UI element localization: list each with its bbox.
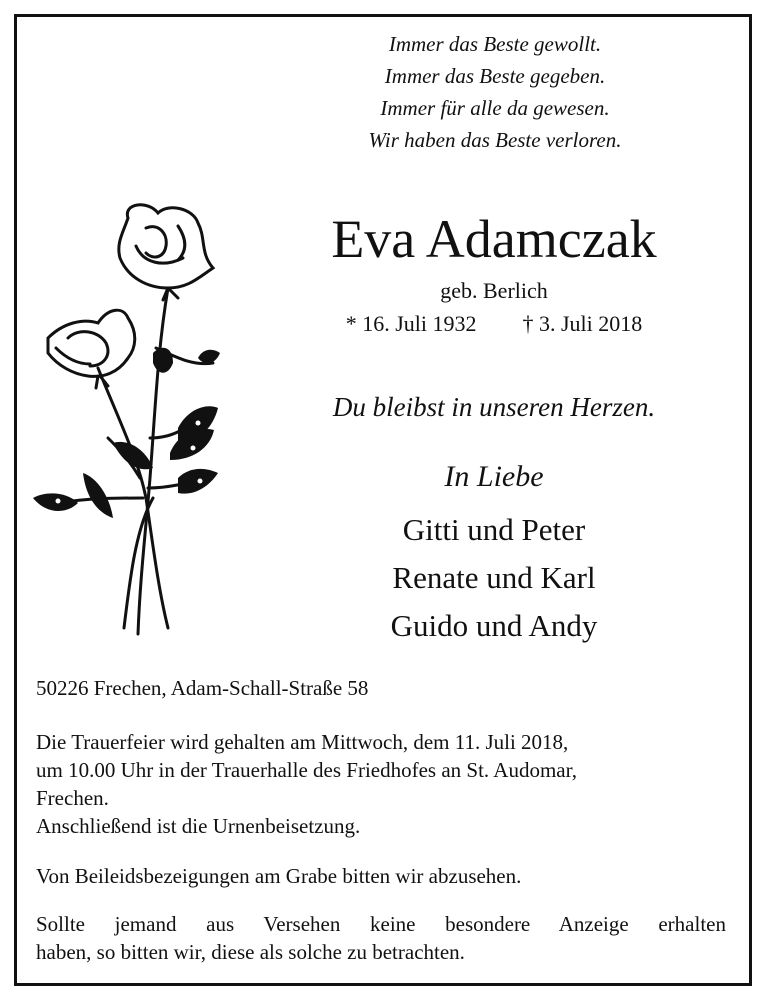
condolence-note: Von Beileidsbezeigungen am Grabe bitten wir abzusehen. bbox=[36, 864, 522, 888]
service-line: um 10.00 Uhr in der Trauerhalle des Friedhofes an St. Audomar, bbox=[36, 758, 577, 782]
life-dates bbox=[260, 311, 728, 337]
poem bbox=[300, 28, 690, 156]
service-line: Anschließend ist die Urnenbeisetzung. bbox=[36, 814, 361, 838]
mourner-line: Guido und Andy bbox=[390, 608, 598, 643]
love-line: In Liebe bbox=[444, 460, 544, 493]
notice-line: Sollte jemand aus Versehen keine besondere Anzeige erhalten bbox=[36, 912, 726, 936]
service-info bbox=[36, 728, 726, 840]
rose-icon bbox=[28, 198, 228, 638]
service-line: Die Trauerfeier wird gehalten am Mittwoch, dem 11. Juli 2018, bbox=[36, 730, 569, 754]
birth-name: geb. Berlich bbox=[440, 278, 548, 303]
mourner-line: Renate und Karl bbox=[392, 560, 596, 595]
poem-line: Immer das Beste gewollt. bbox=[388, 32, 602, 56]
birth-date: * 16. Juli 1932 bbox=[345, 311, 477, 336]
address: 50226 Frechen, Adam-Schall-Straße 58 bbox=[36, 676, 369, 700]
notice bbox=[36, 910, 726, 966]
mourners bbox=[260, 506, 728, 650]
death-date: † 3. Juli 2018 bbox=[522, 311, 643, 336]
deceased-name: Eva Adamczak bbox=[331, 209, 657, 269]
poem-line: Wir haben das Beste verloren. bbox=[368, 128, 622, 152]
service-line: Frechen. bbox=[36, 786, 109, 810]
notice-line: haben, so bitten wir, diese als solche zu betrachten. bbox=[36, 940, 465, 964]
poem-line: Immer für alle da gewesen. bbox=[380, 96, 610, 120]
motto: Du bleibst in unseren Herzen. bbox=[332, 392, 656, 422]
mourner-line: Gitti und Peter bbox=[402, 512, 586, 547]
poem-line: Immer das Beste gegeben. bbox=[384, 64, 606, 88]
